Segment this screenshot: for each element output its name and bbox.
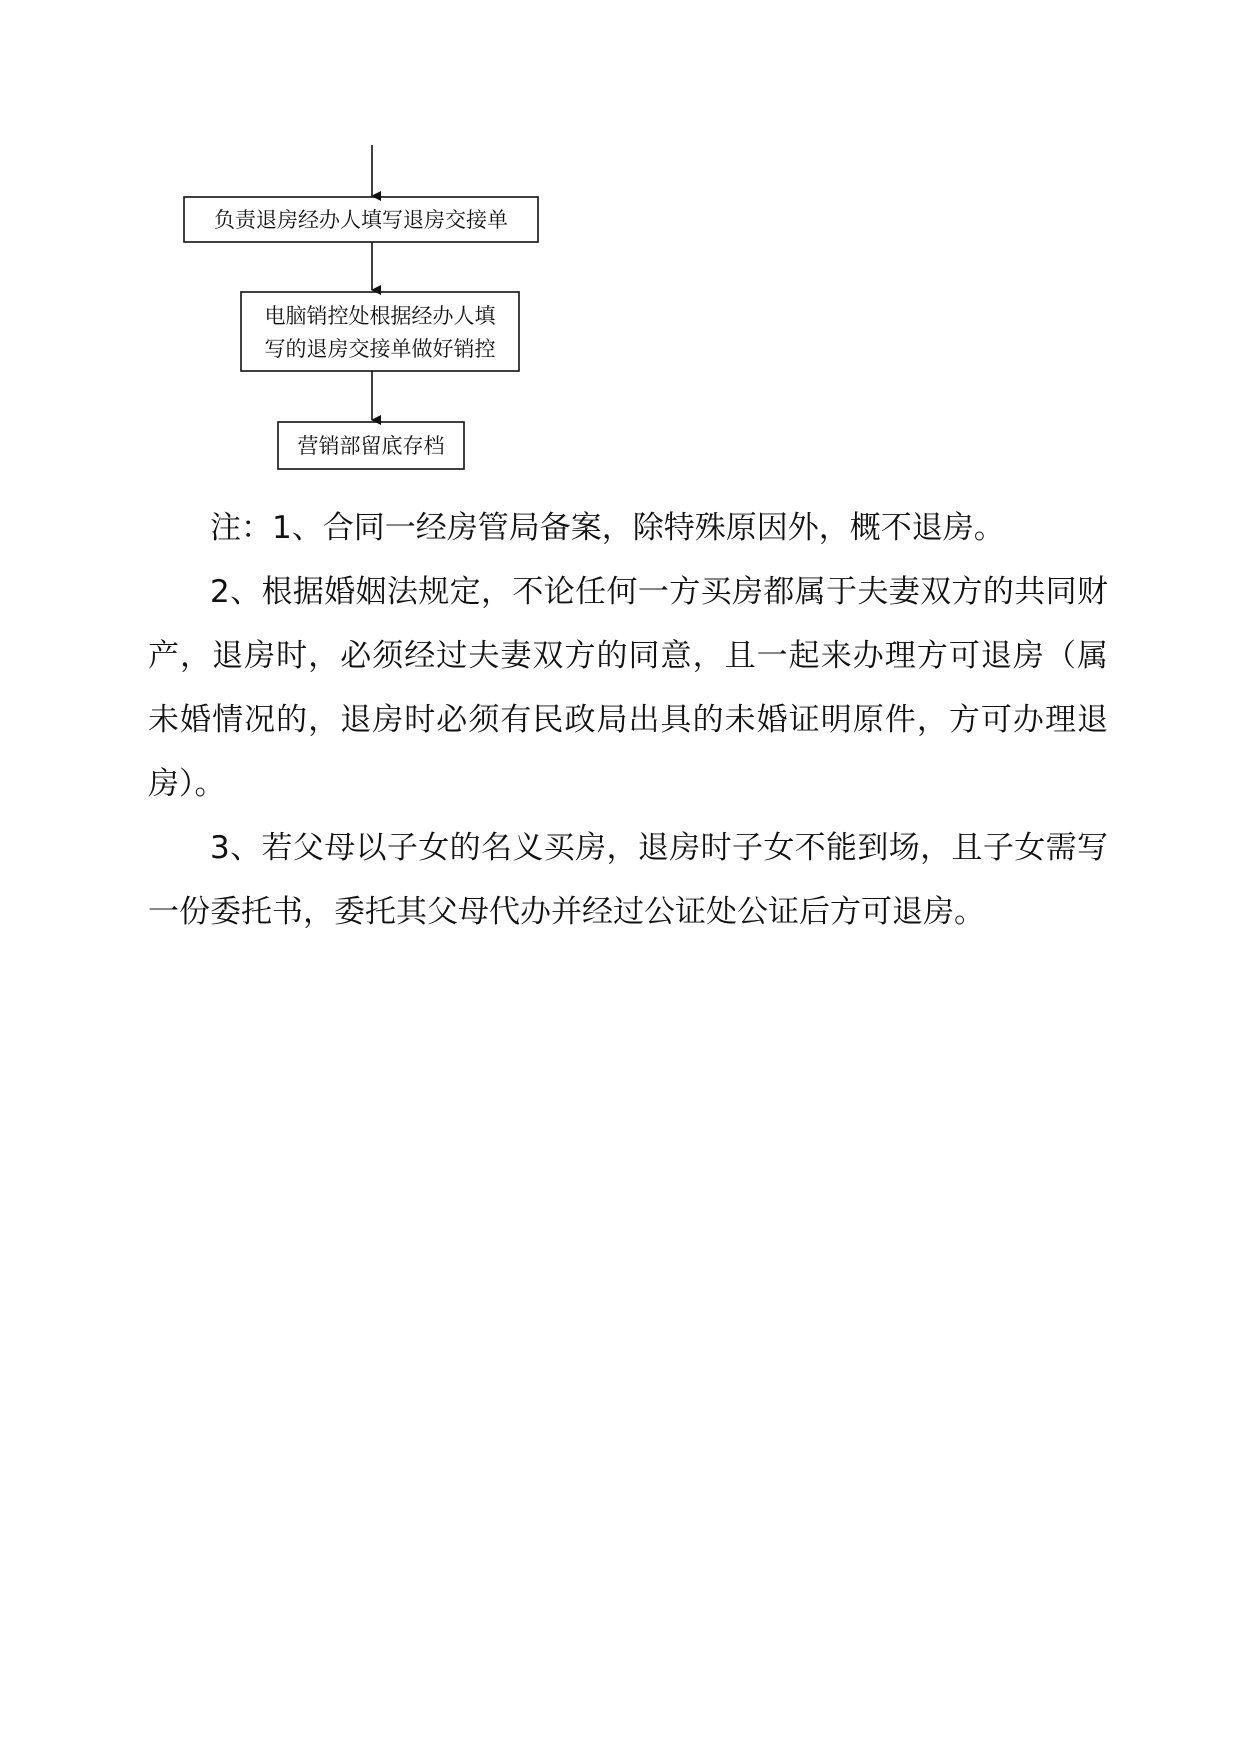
note-item-1: 注：1、合同一经房管局备案，除特殊原因外，概不退房。 — [210, 510, 1005, 546]
flow-step-3 — [278, 422, 464, 469]
note-item-3: 3、若父母以子女的名义买房，退房时子女不能到场，且子女需写一份委托书，委托其父母代办并经过公证处公证后方可退房。 — [148, 830, 1108, 930]
flow-step-1-text: 负责退房经办人填写退房交接单 — [214, 208, 508, 232]
flow-step-2-text-line-1: 电脑销控处根据经办人填 — [264, 304, 496, 328]
notes-section — [148, 496, 1108, 944]
flow-step-1 — [184, 197, 538, 242]
note-item-2: 2、根据婚姻法规定，不论任何一方买房都属于夫妻双方的共同财产，退房时，必须经过夫妻双方的同意，且一起来办理方可退房（属未婚情况的，退房时必须有民政局出具的未婚证明原件，方可办理退房）。 — [148, 574, 1108, 802]
flowchart — [0, 0, 1241, 480]
flow-step-3-text: 营销部留底存档 — [297, 434, 445, 458]
flow-step-2-text-line-2: 写的退房交接单做好销控 — [264, 337, 496, 361]
flow-step-2 — [241, 292, 519, 371]
